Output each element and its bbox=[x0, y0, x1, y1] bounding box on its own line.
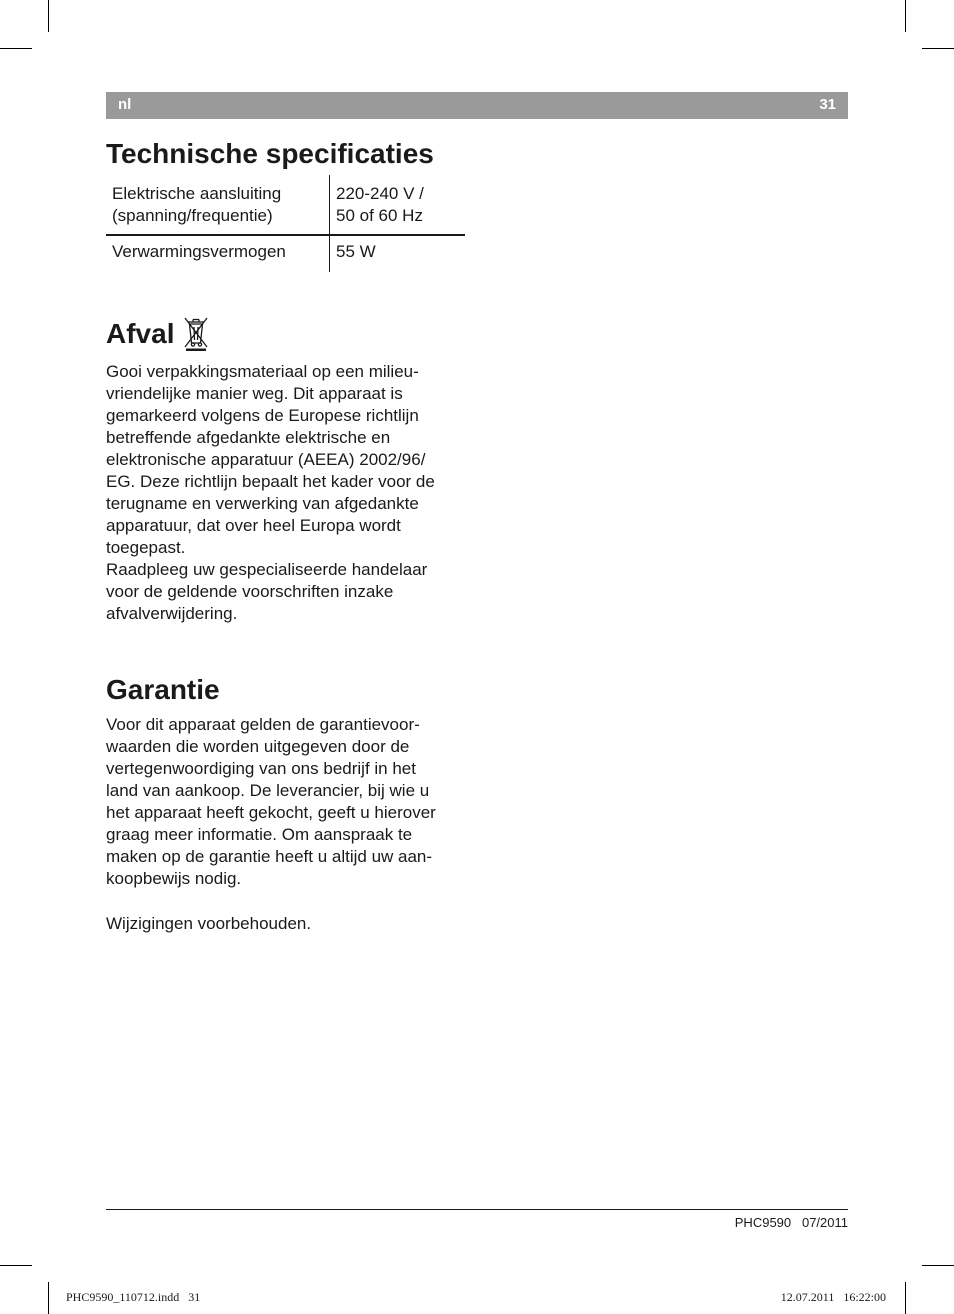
page-header-bar bbox=[106, 92, 848, 119]
spec-label: Verwarmingsvermogen bbox=[106, 236, 330, 272]
language-code: nl bbox=[118, 96, 132, 113]
slug-file-name: PHC9590_110712.indd 31 bbox=[66, 1290, 201, 1304]
crop-mark-top-left-h bbox=[0, 48, 32, 49]
spec-table bbox=[106, 175, 465, 272]
crop-mark-bottom-right-v bbox=[905, 1282, 906, 1314]
spec-value: 220-240 V / 50 of 60 Hz bbox=[336, 184, 424, 225]
footer-rule bbox=[106, 1209, 848, 1210]
crop-mark-top-right-v bbox=[905, 0, 906, 32]
spec-value: 55 W bbox=[336, 242, 376, 261]
afval-paragraph: Gooi verpakkingsmateriaal op een milieu- vriendelijke manier weg. Dit apparaat is gemarkeerd volgens de Europese richtlijn betreffende afgedankte elektrische en elektronische apparatuur (AEEA) 2002/96/ EG. Deze richtlijn bepaalt het kader voor de terugname en verwerking van afgedankte apparatuur, dat over heel Europa wordt toegepast. Raadpleeg uw gespecialiseerde handelaar voor de geldende voorschriften inzake afvalverwijdering. bbox=[106, 362, 435, 623]
garantie-paragraph: Voor dit apparaat gelden de garantievoor- waarden die worden uitgegeven door de vertegenwoordiging van ons bedrijf in het land van aankoop. De leverancier, bij wie u het apparaat heeft gekocht, geeft u hierover graag meer informatie. Om aanspraak te maken op de garantie heeft u altijd uw aan- koopbewijs nodig. bbox=[106, 715, 436, 888]
spec-row bbox=[106, 175, 465, 236]
crossed-bin-icon bbox=[182, 316, 210, 352]
section-title-garantie: Garantie bbox=[106, 674, 220, 705]
section-title-afval bbox=[106, 316, 210, 352]
footer-model-date: PHC9590 07/2011 bbox=[734, 1215, 848, 1230]
spec-row bbox=[106, 236, 465, 272]
garantie-note: Wijzigingen voorbehouden. bbox=[106, 914, 312, 933]
section-title-technical: Technische specificaties bbox=[106, 138, 434, 169]
page-number: 31 bbox=[819, 96, 836, 113]
afval-title-text: Afval bbox=[106, 318, 175, 349]
crop-mark-bottom-left-h bbox=[0, 1265, 32, 1266]
crop-mark-top-right-h bbox=[922, 48, 954, 49]
crop-mark-bottom-right-h bbox=[922, 1265, 954, 1266]
spec-label: Elektrische aansluiting (spanning/frequentie) bbox=[106, 175, 330, 234]
slug-datetime: 12.07.2011 16:22:00 bbox=[780, 1290, 886, 1304]
crop-mark-top-left-v bbox=[48, 0, 49, 32]
crop-mark-bottom-left-v bbox=[48, 1282, 49, 1314]
